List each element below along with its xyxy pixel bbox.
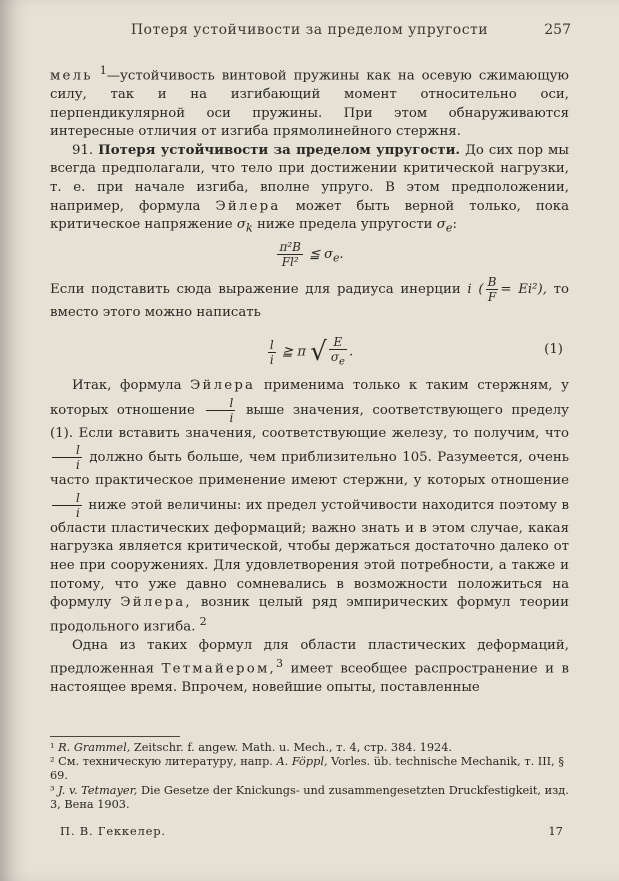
numerator: l — [269, 337, 274, 352]
subscript: e — [333, 252, 340, 266]
euler-name: Эйлера — [215, 198, 281, 214]
subscript: e — [339, 356, 345, 368]
footnote-author: R. Grammel, — [58, 741, 131, 754]
equation-dot: . — [348, 344, 354, 360]
euler-name: Эйлера — [190, 378, 256, 394]
footnote-author: J. v. Tetmayer, — [58, 783, 138, 797]
footnote-author: A. Föppl, — [276, 755, 328, 769]
fraction — [277, 240, 303, 269]
denominator: i — [76, 458, 80, 473]
footnote-rule — [50, 736, 180, 737]
paragraph-text: может быть верной только, пока критическое напряжение — [50, 198, 569, 233]
footnote-2 — [50, 755, 569, 783]
equation-number: (1) — [544, 342, 563, 358]
paragraph-text: должно быть больше, чем приблизительно 105. Разумеется, очень часто практическое применение имеют стержни, у которых отношение — [50, 450, 570, 489]
paren: ), — [537, 282, 547, 298]
footnote-text: Die Gesetze der Knickungs- und zusammengesetzten Druckfestigkeit, изд. 3, Вена 1903. — [50, 783, 569, 811]
footnote-text: Zeitschr. f. angew. Math. u. Mech., т. 4, стр. 384. 1924. — [133, 741, 452, 754]
numerator: l — [52, 443, 82, 458]
fraction — [329, 335, 347, 369]
spaced-word: мель — [50, 68, 93, 84]
denominator — [329, 350, 347, 369]
denominator: F — [487, 290, 497, 305]
equation-body — [50, 335, 569, 369]
denominator: Fl² — [281, 255, 299, 270]
denominator: i — [76, 505, 80, 520]
colon: : — [452, 217, 457, 233]
formula-critical-stress — [50, 240, 569, 269]
subscript: k — [245, 221, 253, 235]
paragraph-text: применима только к таким стержням, у которых отношение — [50, 378, 569, 418]
tetmajer-name: Тетмайером, — [161, 661, 276, 677]
paragraph-text: ниже предела упругости — [256, 217, 433, 233]
printer-signature: П. В. Геккелер. — [60, 824, 166, 838]
footnote-3 — [50, 784, 569, 812]
denominator: i — [269, 352, 274, 367]
relation: ≧ π — [281, 344, 306, 360]
euler-name: Эйлера, — [120, 595, 192, 611]
paragraph-text: —устойчивость винтовой пружины как на осевую сжимающую силу, так и на изгибающий момент относительно оси, перпендикулярной оси пружины. При этом обнаруживаются интересные отличия от изгиба прямолинейного стержня. — [50, 68, 569, 140]
paragraph-text: возник целый ряд эмпирических формул теории продольного изгиба. — [50, 595, 569, 635]
section-number: 91. — [72, 142, 94, 158]
footnote-text: Vorles. üb. technische Mechanik, т. III, § 69. — [50, 755, 564, 783]
section-title: Потеря устойчивости за пределом упругости. — [98, 142, 461, 158]
denominator: i — [229, 410, 234, 425]
paragraph-text: Если подставить сюда выражение для радиуса инерции — [50, 282, 461, 298]
fraction — [52, 443, 82, 472]
formula-relation: ≦ σ — [309, 247, 333, 263]
fraction — [268, 338, 276, 367]
footnote-mark: ¹ — [50, 741, 55, 754]
numerator: E — [329, 335, 347, 350]
footnote-text: См. техническую литературу, напр. — [58, 755, 273, 769]
footnote-ref: 3 — [275, 657, 284, 671]
sigma-symbol: σ — [236, 217, 246, 233]
footnote-ref: 1 — [99, 64, 107, 77]
sigma-symbol: σ — [330, 350, 340, 365]
equation-1 — [50, 329, 569, 369]
paragraph-text: Одна из таких формул для области пластических деформаций, предложенная — [50, 637, 569, 677]
subscript: e — [445, 221, 453, 235]
paragraph-text: До сих пор мы всегда предполагали, что тело при достижении критической нагрузки, т. е. при начале изгиба, вполне упруго. В этом предположении, например, формула — [50, 142, 569, 214]
inline-equation: = Ei² — [500, 282, 538, 298]
numerator: l — [206, 396, 236, 411]
footnote-ref: 2 — [199, 614, 207, 628]
page-number: 257 — [544, 22, 571, 38]
numerator: l — [52, 491, 82, 506]
paragraph — [50, 377, 569, 637]
sqrt-sign: √ — [310, 336, 327, 367]
paragraph — [50, 275, 569, 323]
paren: ( — [478, 282, 484, 298]
paragraph-continuation — [50, 62, 569, 142]
fraction — [206, 396, 236, 425]
paragraph-text: ниже этой величины: их предел устойчивости находится поэтому в области пластических деформаций; важно знать и в этом случае, какая нагрузка является критической, чтобы держаться достаточно далеко от нее при сооружениях. Для удовлетворения этой потребности, а также и потому, что уже давно сомневались в возможности положиться на формулу — [50, 497, 569, 611]
running-title: Потеря устойчивости за пределом упругости — [130, 22, 489, 38]
main-text — [50, 62, 569, 698]
fraction — [52, 491, 82, 520]
numerator: π²B — [279, 240, 301, 255]
footnotes — [50, 736, 569, 812]
page-header — [48, 22, 571, 46]
numerator: B — [487, 275, 497, 290]
section-paragraph — [50, 142, 569, 239]
fraction — [486, 275, 499, 304]
paragraph-text: имеет всеобщее распространение и в настоящее время. Впрочем, новейшие опыты, поставленные — [50, 661, 570, 696]
footnote-mark: ² — [50, 755, 55, 769]
footnote-1 — [50, 741, 569, 755]
footnote-mark: ³ — [50, 783, 55, 797]
formula-dot: . — [339, 247, 344, 263]
sigma-symbol: σ — [436, 217, 446, 233]
radius-symbol: i — [467, 282, 472, 298]
paragraph-text: Итак, формула — [72, 378, 182, 394]
paragraph — [50, 637, 569, 698]
paragraph-text: выше значения, соответствующего пределу (1). Если вставить значения, соответствующие железу, то получим, что — [50, 402, 570, 441]
sheet-number: 17 — [548, 824, 563, 838]
paragraph-text: то вместо этого можно написать — [50, 282, 569, 321]
